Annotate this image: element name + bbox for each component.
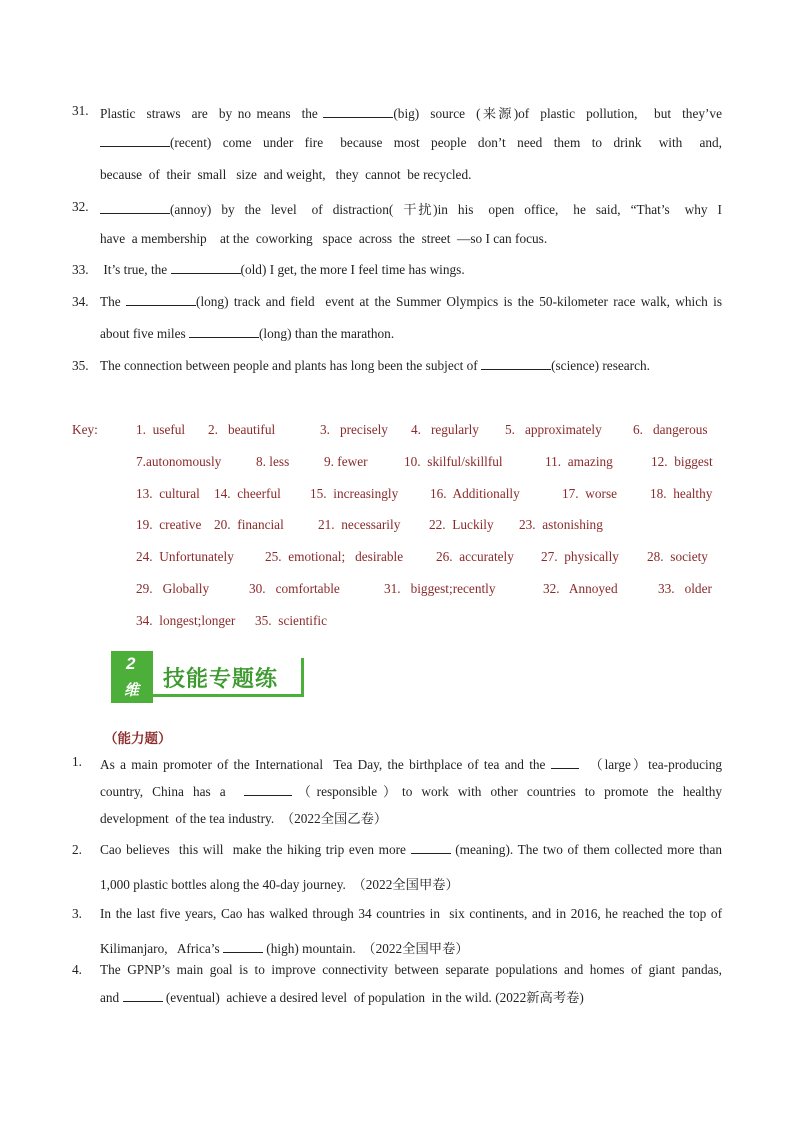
text-line — [100, 231, 722, 247]
answer-blank[interactable] — [411, 842, 451, 854]
line-text: 1,000 plastic bottles along the 40-day journey. （2022全国甲卷） — [100, 877, 459, 892]
banner-sub: 维 — [124, 682, 140, 699]
banner-title-box — [153, 658, 304, 697]
key-item: 34. longest;longer — [136, 612, 236, 628]
line-text: As a main promoter of the International Tea Day, the birthplace of tea and the — [100, 757, 551, 772]
key-item: 32. Annoyed — [543, 581, 618, 596]
line-text: have a membership at the coworking space across the street —so I can focus. — [100, 231, 548, 246]
key-item: 31. biggest;recently — [384, 581, 496, 596]
text-line — [100, 754, 722, 773]
key-item: 10. skilful/skillful — [404, 453, 503, 469]
key-item: 17. worse — [562, 485, 618, 501]
text-line — [100, 199, 722, 218]
banner-title: 技能专题练 — [163, 667, 279, 692]
line-text: （responsible）to work with other countries to promote the healthy — [291, 784, 722, 799]
text-line — [100, 294, 722, 310]
section-label: （能力题） — [104, 731, 172, 747]
key-item: 5. approximately — [505, 422, 602, 437]
question-number: 33. — [72, 262, 89, 277]
answer-blank[interactable] — [100, 202, 170, 214]
key-item: 4. regularly — [411, 422, 479, 437]
line-text: and — [100, 990, 123, 1005]
text-line — [100, 842, 722, 858]
line-text: (eventual) achieve a desired level of population in the wild. (2022新高考卷) — [162, 990, 584, 1005]
answer-blank[interactable] — [100, 135, 170, 147]
key-item: 20. financial — [214, 517, 284, 533]
answer-blank[interactable] — [189, 326, 259, 338]
key-item: 2. beautiful — [208, 422, 276, 437]
line-text: about five miles — [100, 326, 189, 341]
text-line — [100, 103, 722, 122]
key-item: 24. Unfortunately — [136, 549, 234, 565]
key-item: 14. cheerful — [214, 485, 281, 501]
key-item: 7.autonomously — [136, 453, 222, 469]
key-item: 28. society — [647, 549, 708, 565]
key-item: 35. scientific — [255, 612, 328, 628]
question-number: 2. — [72, 842, 82, 857]
key-item: 30. comfortable — [249, 581, 340, 596]
key-item: 33. older — [658, 581, 712, 596]
key-item: 9. fewer — [324, 453, 368, 469]
text-line — [100, 938, 722, 957]
key-item: 26. accurately — [436, 549, 514, 565]
answer-blank[interactable] — [244, 784, 292, 796]
line-text: The GPNP’s main goal is to improve connectivity between separate populations and homes of giant pandas, — [100, 962, 722, 977]
line-text: Cao believes this will make the hiking trip even more — [100, 842, 411, 857]
text-line — [100, 262, 722, 278]
key-item: 16. Additionally — [430, 485, 520, 501]
question-number: 34. — [72, 294, 89, 309]
line-text: The connection between people and plants has long been the subject of — [100, 358, 482, 373]
text-line — [100, 906, 722, 922]
line-text: (high) mountain. （2022全国甲卷） — [262, 941, 469, 956]
key-item: 13. cultural — [136, 485, 200, 501]
answer-blank[interactable] — [171, 262, 241, 274]
text-line — [100, 135, 722, 151]
question-number: 31. — [72, 103, 89, 118]
question-number: 4. — [72, 962, 82, 977]
line-text: (meaning). The two of them collected more than — [450, 842, 722, 857]
answer-blank[interactable] — [551, 757, 579, 769]
line-text: (big) source (来源)of plastic pollution, but they’ve — [393, 106, 722, 121]
key-label: Key: — [72, 422, 98, 437]
answer-blank[interactable] — [481, 358, 551, 370]
key-item: 8. less — [256, 453, 290, 469]
line-text: development of the tea industry. （2022全国乙卷） — [100, 811, 388, 826]
banner-number: 2 — [126, 654, 136, 673]
line-text: In the last five years, Cao has walked through 34 countries in six continents, and in 2016, he reached the top of — [100, 906, 722, 921]
line-text: It’s true, the — [100, 262, 171, 277]
key-item: 1. useful — [136, 422, 186, 437]
answer-blank[interactable] — [123, 990, 163, 1002]
text-line — [100, 874, 722, 893]
key-item: 19. creative — [136, 517, 202, 533]
answer-blank[interactable] — [323, 106, 393, 118]
answer-blank[interactable] — [223, 941, 263, 953]
line-text: country, China has a — [100, 784, 244, 799]
line-text: (annoy) by the level of distraction( 干扰)in his open office, he said, “That’s why I — [170, 202, 722, 217]
line-text: Plastic straws are by no means the — [100, 106, 324, 121]
line-text: because of their small size and weight, they cannot be recycled. — [100, 167, 472, 182]
line-text: (old) I get, the more I feel time has wings. — [240, 262, 465, 277]
line-text: The — [100, 294, 127, 309]
line-text: （large）tea-producing — [578, 757, 722, 772]
key-item: 27. physically — [541, 549, 619, 565]
line-text: (long) track and field event at the Summer Olympics is the 50-kilometer race walk, which is — [196, 294, 722, 309]
key-item: 29. Globally — [136, 581, 210, 596]
line-text: Kilimanjaro, Africa’s — [100, 941, 223, 956]
answer-blank[interactable] — [126, 294, 196, 306]
key-item: 23. astonishing — [519, 517, 603, 533]
key-item: 6. dangerous — [633, 422, 708, 437]
banner-badge — [111, 651, 153, 703]
key-item: 15. increasingly — [310, 485, 399, 501]
text-line — [100, 808, 722, 827]
key-item: 18. healthy — [650, 485, 713, 501]
text-line — [100, 962, 722, 978]
key-item: 22. Luckily — [429, 517, 494, 533]
text-line — [100, 167, 722, 183]
line-text: (science) research. — [551, 358, 650, 373]
question-number: 35. — [72, 358, 89, 373]
line-text: (recent) come under fire because most people don’t need them to drink with and, — [170, 135, 722, 150]
key-item: 3. precisely — [320, 422, 388, 437]
key-item: 12. biggest — [651, 453, 713, 469]
key-item: 25. emotional; desirable — [265, 549, 404, 565]
text-line — [100, 781, 722, 800]
question-number: 32. — [72, 199, 89, 214]
text-line — [100, 326, 722, 342]
line-text: (long) than the marathon. — [259, 326, 395, 341]
text-line — [100, 358, 722, 374]
key-item: 11. amazing — [545, 453, 613, 469]
question-number: 3. — [72, 906, 82, 921]
key-item: 21. necessarily — [318, 517, 401, 533]
text-line — [100, 987, 722, 1006]
question-number: 1. — [72, 754, 82, 769]
